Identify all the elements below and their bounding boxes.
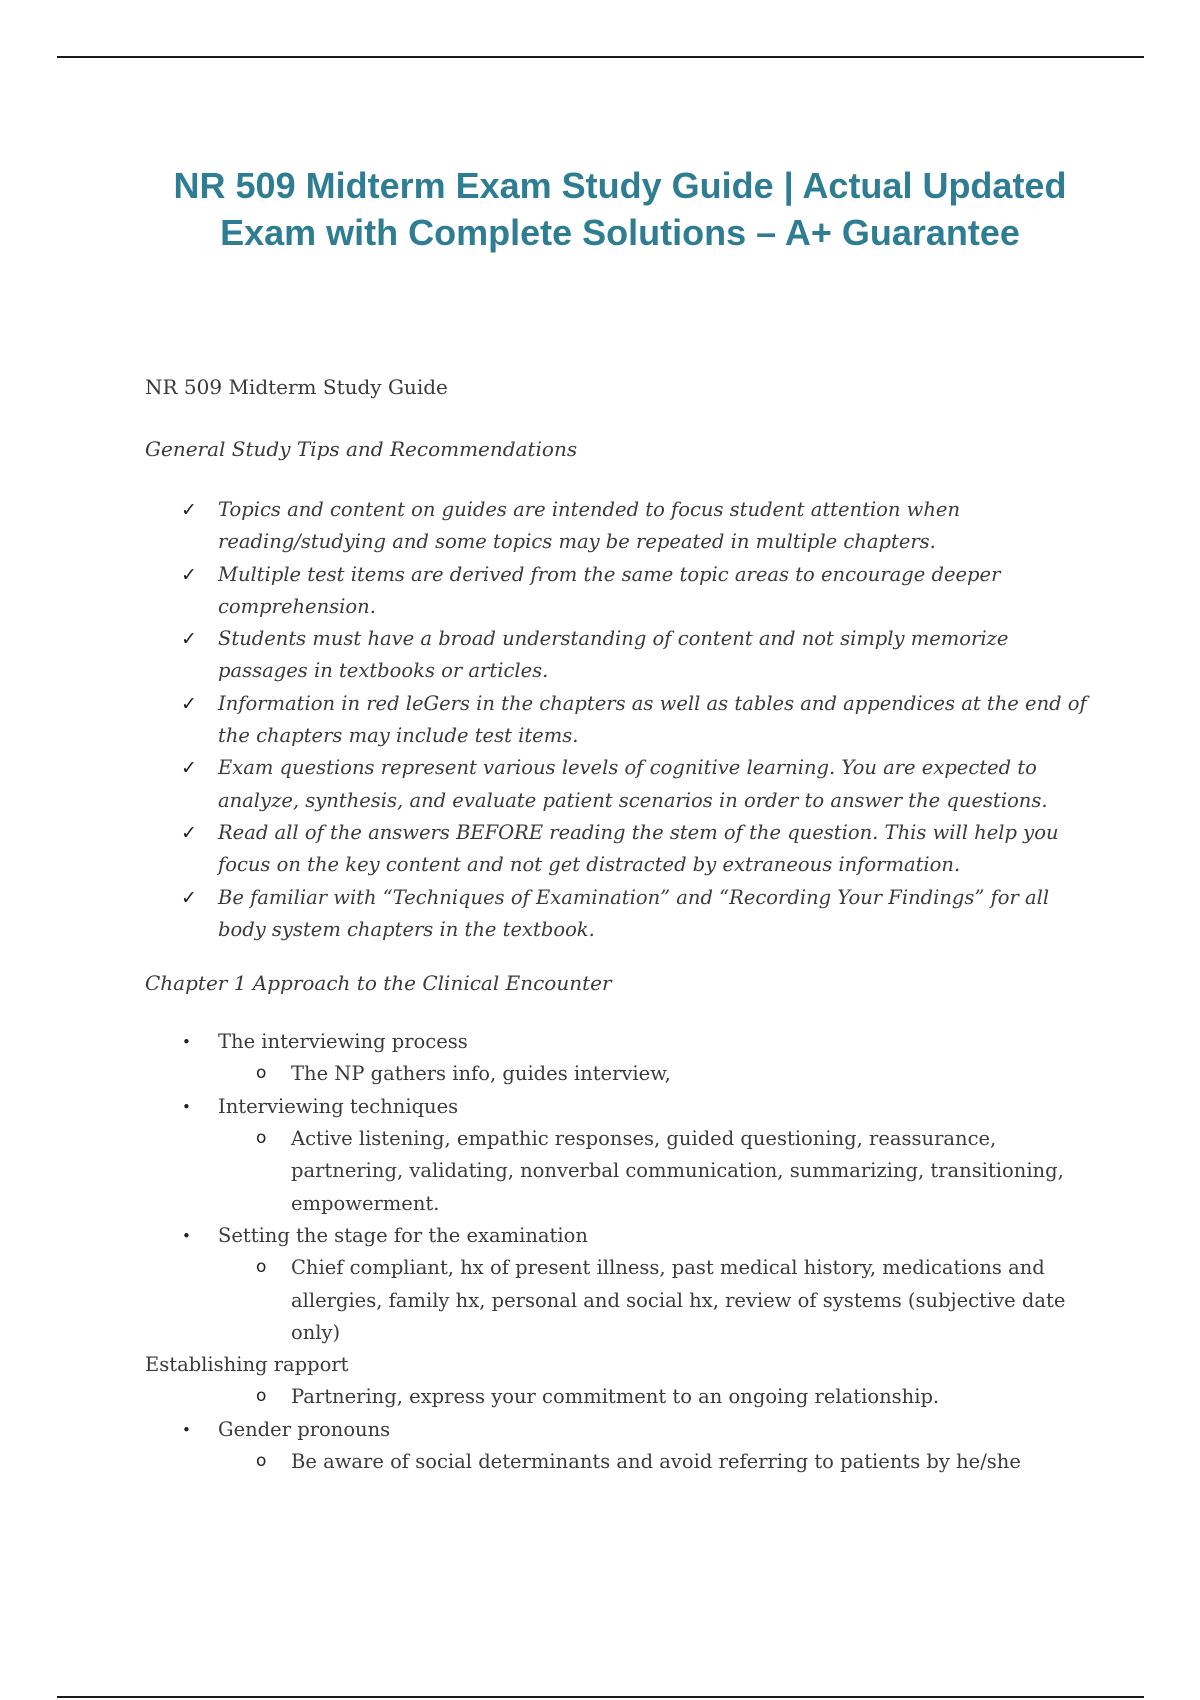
checkmark-icon: ✓ [181, 628, 197, 651]
outline-subitem: o Be aware of social determinants and avoid referring to patients by he/she [145, 1446, 1095, 1478]
tips-list [145, 494, 1095, 946]
circle-bullet-icon: o [256, 1451, 267, 1472]
checkmark-icon: ✓ [181, 821, 197, 844]
checkmark-icon: ✓ [181, 563, 197, 586]
tip-item: ✓ Students must have a broad understanding of content and not simply memorize passages in textbooks or articles. [145, 623, 1095, 688]
bullet-icon: • [182, 1097, 191, 1116]
tip-item: ✓ Information in red leGers in the chapters as well as tables and appendices at the end of the chapters may include test items. [145, 688, 1095, 753]
tip-item: ✓ Read all of the answers BEFORE reading the stem of the question. This will help you focus on the key content and not get distracted by extraneous information. [145, 817, 1095, 882]
bullet-icon: • [182, 1420, 191, 1439]
checkmark-icon: ✓ [181, 886, 197, 909]
tips-heading: General Study Tips and Recommendations [145, 437, 578, 461]
outline-subitem: o Active listening, empathic responses, guided questioning, reassurance, partnering, validating, nonverbal communication, summarizing, transitioning, empowerment. [145, 1123, 1095, 1220]
outline-subitem: o Partnering, express your commitment to an ongoing relationship. [145, 1381, 1095, 1413]
tip-item: ✓ Multiple test items are derived from the same topic areas to encourage deeper comprehension. [145, 559, 1095, 624]
circle-bullet-icon: o [256, 1257, 267, 1278]
outline-item: • Interviewing techniques [145, 1091, 1095, 1123]
outline-subitem: o Chief compliant, hx of present illness, past medical history, medications and allergies, family hx, personal and social hx, review of systems (subjective date only) [145, 1252, 1095, 1349]
outline-item: • Gender pronouns [145, 1414, 1095, 1446]
bullet-icon: • [182, 1226, 191, 1245]
outline-item: • The interviewing process [145, 1026, 1095, 1058]
circle-bullet-icon: o [256, 1063, 267, 1084]
outline-item: • Setting the stage for the examination [145, 1220, 1095, 1252]
outline-item: Establishing rapport [145, 1353, 349, 1377]
checkmark-icon: ✓ [181, 692, 197, 715]
chapter1-outline [145, 1026, 1095, 1478]
tip-item: ✓ Be familiar with “Techniques of Examination” and “Recording Your Findings” for all body system chapters in the textbook. [145, 882, 1095, 947]
circle-bullet-icon: o [256, 1128, 267, 1149]
header-rule [57, 56, 1144, 58]
bullet-icon: • [182, 1033, 191, 1052]
tip-item: ✓ Topics and content on guides are intended to focus student attention when reading/studying and some topics may be repeated in multiple chapters. [145, 494, 1095, 559]
circle-bullet-icon: o [256, 1386, 267, 1407]
document-body [145, 372, 1095, 1478]
outline-subitem: o The NP gathers info, guides interview, [145, 1058, 1095, 1090]
chapter1-heading: Chapter 1 Approach to the Clinical Encounter [145, 971, 612, 996]
footer-rule [57, 1696, 1144, 1698]
checkmark-icon: ✓ [181, 757, 197, 780]
document-subtitle: NR 509 Midterm Study Guide [145, 375, 448, 399]
tip-item: ✓ Exam questions represent various levels of cognitive learning. You are expected to analyze, synthesis, and evaluate patient scenarios in order to answer the questions. [145, 752, 1095, 817]
document-title: NR 509 Midterm Exam Study Guide | Actual Updated Exam with Complete Solutions – A+ Guarantee [173, 165, 1067, 253]
checkmark-icon: ✓ [181, 499, 197, 521]
